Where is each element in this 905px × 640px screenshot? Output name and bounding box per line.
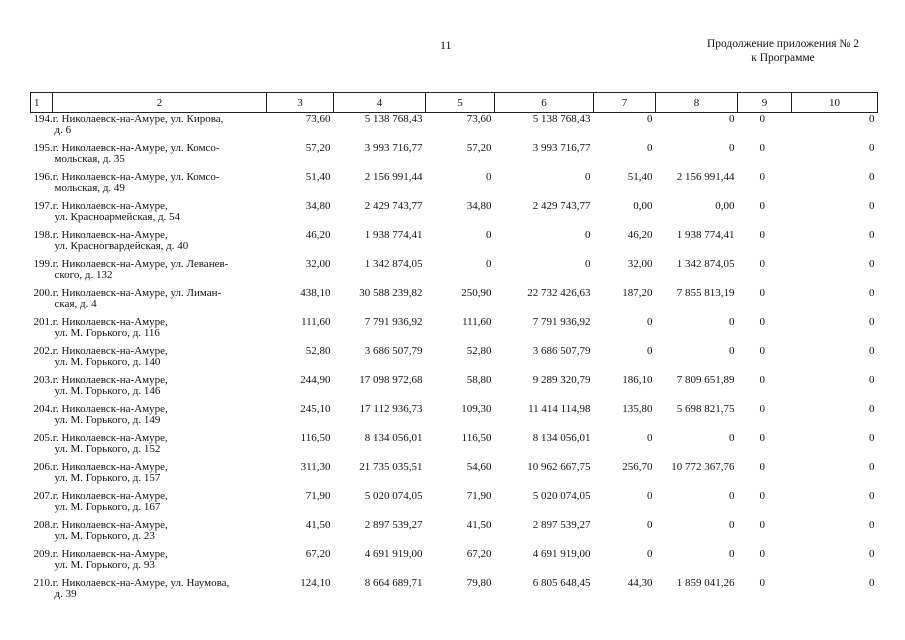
address-cell — [31, 374, 267, 403]
value-cell-col7: 0 — [647, 345, 653, 357]
value-cell-col5: 111,60 — [462, 316, 492, 328]
address-line-2: ул. М. Горького, д. 146 — [54, 384, 161, 397]
value-cell-col6: 5 138 768,43 — [532, 113, 591, 125]
address-line-1: г. Николаевск-на-Амуре, ул. Леванев- — [52, 258, 229, 270]
value-cell-col7: 187,20 — [622, 287, 653, 299]
value-cell-col3: 438,10 — [300, 287, 331, 299]
value-cell-col3: 51,40 — [305, 171, 331, 183]
value-cell-col4: 4 691 919,00 — [364, 548, 423, 560]
value-cell-col8: 0 — [729, 548, 735, 560]
value-cell-col7: 0,00 — [633, 200, 653, 212]
value-cell-col9: 0 — [759, 461, 765, 473]
column-number-row — [31, 93, 878, 113]
value-cell-col5: 34,80 — [466, 200, 492, 212]
address-line-2: ул. М. Горького, д. 93 — [54, 558, 155, 571]
value-cell-col10: 0 — [869, 258, 875, 270]
row-number: 209. — [33, 548, 53, 560]
value-cell-col8: 1 859 041,26 — [676, 577, 735, 589]
table-row — [31, 142, 878, 171]
value-cell-col4: 3 686 507,79 — [364, 345, 423, 357]
table-body — [31, 113, 878, 607]
address-line-2: ул. М. Горького, д. 167 — [54, 500, 161, 513]
value-cell-col10: 0 — [869, 432, 875, 444]
value-cell-col4: 2 429 743,77 — [364, 200, 423, 212]
address-line-1: г. Николаевск-на-Амуре, ул. Наумова, — [52, 577, 230, 589]
value-cell-col5: 79,80 — [466, 577, 492, 589]
value-cell-col4: 5 020 074,05 — [364, 490, 423, 502]
value-cell-col7: 44,30 — [627, 577, 653, 589]
value-cell-col6: 0 — [585, 229, 591, 241]
value-cell-col9: 0 — [759, 229, 765, 241]
value-cell-col6: 22 732 426,63 — [527, 287, 591, 299]
row-number: 204. — [33, 403, 53, 415]
value-cell-col9: 0 — [759, 519, 765, 531]
address-line-1: г. Николаевск-на-Амуре, — [52, 461, 168, 473]
value-cell-col6: 10 962 667,75 — [527, 461, 591, 473]
continuation-line-2: к Программе — [751, 52, 815, 64]
value-cell-col3: 67,20 — [305, 548, 331, 560]
address-cell — [31, 577, 267, 606]
value-cell-col3: 311,30 — [300, 461, 331, 473]
table-row — [31, 229, 878, 258]
row-number: 201. — [33, 316, 53, 328]
value-cell-col7: 0 — [647, 519, 653, 531]
address-cell — [31, 490, 267, 519]
value-cell-col3: 52,80 — [305, 345, 331, 357]
table-row — [31, 171, 878, 200]
page-number: 11 — [440, 38, 452, 52]
value-cell-col9: 0 — [759, 113, 765, 125]
value-cell-col3: 71,90 — [305, 490, 331, 502]
value-cell-col8: 5 698 821,75 — [676, 403, 735, 415]
value-cell-col10: 0 — [869, 490, 875, 502]
address-line-1: г. Николаевск-на-Амуре, — [52, 229, 168, 241]
value-cell-col8: 0 — [729, 142, 735, 154]
value-cell-col9: 0 — [759, 490, 765, 502]
address-line-1: г. Николаевск-на-Амуре, — [52, 374, 168, 386]
column-header: 9 — [738, 93, 792, 113]
address-line-2: ул. М. Горького, д. 157 — [54, 471, 161, 484]
address-cell — [31, 171, 267, 200]
row-number: 208. — [33, 519, 53, 531]
row-number: 197. — [33, 200, 53, 212]
value-cell-col4: 1 342 874,05 — [364, 258, 423, 270]
value-cell-col5: 0 — [486, 258, 492, 270]
address-line-1: г. Николаевск-на-Амуре, — [52, 200, 168, 212]
address-line-1: г. Николаевск-на-Амуре, ул. Комсо- — [52, 142, 220, 154]
value-cell-col4: 17 098 972,68 — [359, 374, 423, 386]
value-cell-col4: 7 791 936,92 — [364, 316, 423, 328]
value-cell-col9: 0 — [759, 548, 765, 560]
row-number: 194. — [33, 113, 53, 125]
value-cell-col6: 5 020 074,05 — [532, 490, 591, 502]
address-line-2: мольская, д. 35 — [54, 152, 125, 165]
address-cell — [31, 519, 267, 548]
address-line-2: ул. М. Горького, д. 140 — [54, 355, 161, 368]
value-cell-col10: 0 — [869, 171, 875, 183]
value-cell-col8: 7 855 813,19 — [676, 287, 735, 299]
column-header: 7 — [594, 93, 656, 113]
value-cell-col3: 116,50 — [300, 432, 331, 444]
value-cell-col10: 0 — [869, 316, 875, 328]
value-cell-col8: 0 — [729, 432, 735, 444]
value-cell-col9: 0 — [759, 200, 765, 212]
table-row — [31, 374, 878, 403]
value-cell-col4: 30 588 239,82 — [359, 287, 423, 299]
value-cell-col7: 0 — [647, 432, 653, 444]
value-cell-col7: 46,20 — [627, 229, 653, 241]
value-cell-col4: 2 156 991,44 — [364, 171, 423, 183]
value-cell-col3: 73,60 — [305, 113, 331, 125]
column-header: 6 — [495, 93, 594, 113]
value-cell-col4: 21 735 035,51 — [359, 461, 423, 473]
column-header: 5 — [426, 93, 495, 113]
value-cell-col9: 0 — [759, 374, 765, 386]
address-line-1: г. Николаевск-на-Амуре, — [52, 519, 168, 531]
address-cell — [31, 345, 267, 374]
address-cell — [31, 432, 267, 461]
value-cell-col10: 0 — [869, 200, 875, 212]
address-line-1: г. Николаевск-на-Амуре, ул. Кирова, — [52, 113, 224, 125]
row-number: 195. — [33, 142, 53, 154]
value-cell-col5: 67,20 — [466, 548, 492, 560]
column-header: 4 — [334, 93, 426, 113]
value-cell-col10: 0 — [869, 461, 875, 473]
value-cell-col6: 0 — [585, 171, 591, 183]
address-cell — [31, 200, 267, 229]
value-cell-col5: 57,20 — [466, 142, 492, 154]
column-header: 8 — [656, 93, 738, 113]
value-cell-col7: 256,70 — [622, 461, 653, 473]
value-cell-col8: 2 156 991,44 — [676, 171, 735, 183]
address-cell — [31, 287, 267, 316]
appendix-continuation-note — [688, 37, 878, 65]
row-number: 196. — [33, 171, 53, 183]
value-cell-col7: 0 — [647, 316, 653, 328]
address-line-1: г. Николаевск-на-Амуре, ул. Лиман- — [52, 287, 222, 299]
value-cell-col5: 73,60 — [466, 113, 492, 125]
value-cell-col8: 0 — [729, 316, 735, 328]
address-line-1: г. Николаевск-на-Амуре, — [52, 403, 168, 415]
value-cell-col8: 0 — [729, 490, 735, 502]
column-header: 2 — [53, 93, 267, 113]
address-line-2: ул. Красноармейская, д. 54 — [54, 210, 181, 223]
address-cell — [31, 316, 267, 345]
row-number: 206. — [33, 461, 53, 473]
value-cell-col9: 0 — [759, 577, 765, 589]
address-cell — [31, 113, 267, 143]
address-line-2: мольская, д. 49 — [54, 181, 125, 194]
value-cell-col6: 4 691 919,00 — [532, 548, 591, 560]
address-line-2: ул. М. Горького, д. 116 — [54, 326, 160, 339]
table-row — [31, 113, 878, 143]
address-cell — [31, 461, 267, 490]
value-cell-col10: 0 — [869, 113, 875, 125]
value-cell-col6: 2 897 539,27 — [532, 519, 591, 531]
value-cell-col8: 0 — [729, 519, 735, 531]
table-row — [31, 432, 878, 461]
value-cell-col5: 58,80 — [466, 374, 492, 386]
address-line-1: г. Николаевск-на-Амуре, — [52, 548, 168, 560]
row-number: 203. — [33, 374, 53, 386]
table-header — [31, 93, 878, 113]
value-cell-col4: 2 897 539,27 — [364, 519, 423, 531]
table-row — [31, 316, 878, 345]
value-cell-col10: 0 — [869, 229, 875, 241]
row-number: 198. — [33, 229, 53, 241]
value-cell-col6: 7 791 936,92 — [532, 316, 591, 328]
value-cell-col6: 3 993 716,77 — [532, 142, 591, 154]
table-row — [31, 200, 878, 229]
address-cell — [31, 142, 267, 171]
value-cell-col4: 1 938 774,41 — [364, 229, 423, 241]
value-cell-col3: 34,80 — [305, 200, 331, 212]
value-cell-col3: 32,00 — [305, 258, 331, 270]
value-cell-col5: 41,50 — [466, 519, 492, 531]
value-cell-col5: 71,90 — [466, 490, 492, 502]
value-cell-col5: 0 — [486, 229, 492, 241]
value-cell-col3: 111,60 — [301, 316, 331, 328]
column-header: 1 — [31, 93, 53, 113]
value-cell-col6: 8 134 056,01 — [532, 432, 591, 444]
value-cell-col3: 245,10 — [300, 403, 331, 415]
value-cell-col10: 0 — [869, 577, 875, 589]
address-line-1: г. Николаевск-на-Амуре, ул. Комсо- — [52, 171, 220, 183]
address-cell — [31, 403, 267, 432]
address-line-2: ская, д. 4 — [54, 297, 97, 310]
value-cell-col4: 8 664 689,71 — [364, 577, 423, 589]
value-cell-col10: 0 — [869, 548, 875, 560]
value-cell-col7: 0 — [647, 490, 653, 502]
row-number: 205. — [33, 432, 53, 444]
row-number: 207. — [33, 490, 53, 502]
value-cell-col9: 0 — [759, 142, 765, 154]
column-header: 10 — [792, 93, 878, 113]
address-line-1: г. Николаевск-на-Амуре, — [52, 345, 168, 357]
table-row — [31, 345, 878, 374]
address-cell — [31, 258, 267, 287]
table-row — [31, 548, 878, 577]
address-line-2: ул. М. Горького, д. 152 — [54, 442, 161, 455]
value-cell-col5: 52,80 — [466, 345, 492, 357]
value-cell-col6: 3 686 507,79 — [532, 345, 591, 357]
value-cell-col5: 109,30 — [461, 403, 492, 415]
table-row — [31, 287, 878, 316]
value-cell-col8: 0,00 — [715, 200, 735, 212]
value-cell-col7: 51,40 — [627, 171, 653, 183]
value-cell-col5: 116,50 — [461, 432, 492, 444]
row-number: 210. — [33, 577, 53, 589]
continuation-line-1: Продолжение приложения № 2 — [706, 38, 860, 50]
address-line-2: д. 39 — [54, 587, 77, 600]
address-line-2: ул. М. Горького, д. 23 — [54, 529, 155, 542]
value-cell-col7: 32,00 — [627, 258, 653, 270]
row-number: 202. — [33, 345, 53, 357]
table-row — [31, 577, 878, 606]
row-number: 200. — [33, 287, 53, 299]
address-line-1: г. Николаевск-на-Амуре, — [52, 432, 168, 444]
value-cell-col10: 0 — [869, 374, 875, 386]
value-cell-col5: 0 — [486, 171, 492, 183]
value-cell-col7: 0 — [647, 113, 653, 125]
value-cell-col9: 0 — [759, 287, 765, 299]
value-cell-col6: 9 289 320,79 — [532, 374, 591, 386]
value-cell-col4: 17 112 936,73 — [359, 403, 423, 415]
value-cell-col7: 186,10 — [622, 374, 653, 386]
value-cell-col9: 0 — [759, 316, 765, 328]
value-cell-col4: 8 134 056,01 — [364, 432, 423, 444]
row-number: 199. — [33, 258, 53, 270]
value-cell-col7: 0 — [647, 142, 653, 154]
value-cell-col4: 3 993 716,77 — [364, 142, 423, 154]
table-row — [31, 490, 878, 519]
value-cell-col9: 0 — [759, 171, 765, 183]
value-cell-col10: 0 — [869, 403, 875, 415]
value-cell-col3: 41,50 — [305, 519, 331, 531]
value-cell-col8: 0 — [729, 345, 735, 357]
value-cell-col6: 6 805 648,45 — [532, 577, 591, 589]
address-line-1: г. Николаевск-на-Амуре, — [52, 490, 168, 502]
value-cell-col8: 1 938 774,41 — [676, 229, 735, 241]
value-cell-col10: 0 — [869, 142, 875, 154]
value-cell-col4: 5 138 768,43 — [364, 113, 423, 125]
value-cell-col7: 135,80 — [622, 403, 653, 415]
value-cell-col7: 0 — [647, 548, 653, 560]
value-cell-col8: 10 772 367,76 — [671, 461, 735, 473]
value-cell-col10: 0 — [869, 345, 875, 357]
table-row — [31, 403, 878, 432]
housing-program-table — [30, 92, 878, 606]
table-row — [31, 519, 878, 548]
address-line-1: г. Николаевск-на-Амуре, — [52, 316, 168, 328]
value-cell-col6: 11 414 114,98 — [528, 403, 591, 415]
address-line-2: ского, д. 132 — [54, 268, 113, 281]
value-cell-col9: 0 — [759, 258, 765, 270]
value-cell-col5: 54,60 — [466, 461, 492, 473]
value-cell-col9: 0 — [759, 345, 765, 357]
value-cell-col9: 0 — [759, 403, 765, 415]
address-cell — [31, 229, 267, 258]
address-line-2: д. 6 — [54, 123, 72, 136]
column-header: 3 — [267, 93, 334, 113]
value-cell-col8: 0 — [729, 113, 735, 125]
address-cell — [31, 548, 267, 577]
value-cell-col6: 0 — [585, 258, 591, 270]
value-cell-col10: 0 — [869, 287, 875, 299]
address-line-2: ул. М. Горького, д. 149 — [54, 413, 161, 426]
address-line-2: ул. Красногвардейская, д. 40 — [54, 239, 189, 252]
value-cell-col8: 7 809 651,89 — [676, 374, 735, 386]
value-cell-col5: 250,90 — [461, 287, 492, 299]
table-row — [31, 461, 878, 490]
value-cell-col3: 124,10 — [300, 577, 331, 589]
table-row — [31, 258, 878, 287]
value-cell-col8: 1 342 874,05 — [676, 258, 735, 270]
value-cell-col3: 46,20 — [305, 229, 331, 241]
value-cell-col10: 0 — [869, 519, 875, 531]
value-cell-col9: 0 — [759, 432, 765, 444]
value-cell-col3: 57,20 — [305, 142, 331, 154]
value-cell-col6: 2 429 743,77 — [532, 200, 591, 212]
value-cell-col3: 244,90 — [300, 374, 331, 386]
